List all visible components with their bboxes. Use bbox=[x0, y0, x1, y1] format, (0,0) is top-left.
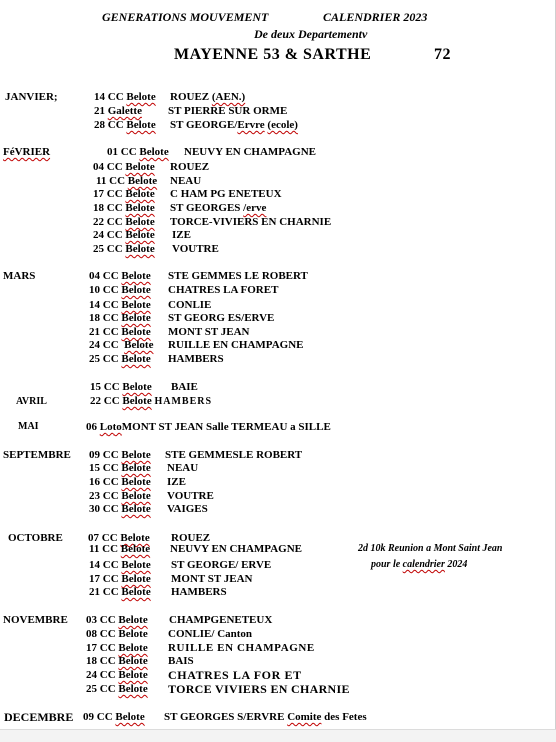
event-place: NEUVY EN CHAMPAGNE bbox=[184, 146, 316, 158]
event-row: 11 CC Belote bbox=[96, 175, 158, 187]
event-row: 25 CC Belote bbox=[89, 353, 151, 365]
page-bottom-strip bbox=[0, 729, 556, 742]
event-row: 06 LotoMONT ST JEAN Salle TERMEAU a SILLE bbox=[86, 421, 331, 433]
event-place: VAIGES bbox=[167, 503, 208, 515]
month-mars: MARS bbox=[3, 270, 36, 282]
event-row: 18 CC Belote bbox=[86, 655, 148, 667]
event-row: 22 CC Belote HAMBERS bbox=[90, 395, 213, 407]
event-place: CHAMPGENETEUX bbox=[169, 614, 273, 626]
event-place: ROUEZ bbox=[171, 532, 211, 544]
event-row: 15 CC Belote bbox=[89, 462, 151, 474]
event-place: CONLIE/ Canton bbox=[168, 628, 253, 640]
event-row: 14 CC Belote bbox=[89, 299, 151, 311]
event-row: 15 CC Belote bbox=[90, 381, 152, 393]
event-place: RUILLE EN CHAMPAGNE bbox=[168, 642, 315, 654]
region-number: 72 bbox=[434, 46, 451, 63]
event-row: 17 CC Belote bbox=[93, 188, 155, 200]
event-place: VOUTRE bbox=[167, 490, 214, 502]
month-octobre: OCTOBRE bbox=[8, 532, 63, 544]
event-place: ROUEZ (AEN.) bbox=[170, 91, 246, 103]
event-row: 28 CC Belote bbox=[94, 119, 156, 131]
event-place: NEAU bbox=[170, 175, 202, 187]
event-row: 21 CC Belote bbox=[89, 326, 151, 338]
month-avril: AVRIL bbox=[16, 396, 47, 407]
event-place: VOUTRE bbox=[172, 243, 219, 255]
event-place: STE GEMMES LE ROBERT bbox=[168, 270, 308, 282]
event-place: RUILLE EN CHAMPAGNE bbox=[168, 339, 304, 351]
event-place: HAMBERS bbox=[168, 353, 224, 365]
event-row: 24 CC Belote bbox=[89, 339, 154, 351]
event-place: NEUVY EN CHAMPAGNE bbox=[170, 543, 302, 555]
event-place: TORCE VIVIERS EN CHARNIE bbox=[168, 682, 350, 696]
event-row: 07 CC Belote bbox=[88, 532, 150, 544]
event-place: HAMBERS bbox=[171, 586, 227, 598]
event-row: 22 CC Belote bbox=[93, 216, 155, 228]
event-place: CONLIE bbox=[168, 299, 212, 311]
subtitle: De deux Departementv bbox=[254, 27, 368, 41]
calendar-title: CALENDRIER 2023 bbox=[323, 10, 428, 24]
event-row: 03 CC Belote bbox=[86, 614, 148, 626]
event-row: 18 CC Belote bbox=[93, 202, 155, 214]
event-row: 09 CC Belote bbox=[83, 711, 145, 723]
event-place: ST GEORG ES/ERVE bbox=[168, 312, 275, 324]
event-place: MONT ST JEAN bbox=[168, 326, 250, 338]
month-fevrier: FéVRIER bbox=[3, 146, 51, 158]
side-note-line1: 2d 10k Reunion a Mont Saint Jean bbox=[358, 543, 503, 554]
event-place: ST GEORGE/Ervre (ecole) bbox=[170, 119, 298, 131]
month-septembre: SEPTEMBRE bbox=[3, 449, 71, 461]
event-place: STE GEMMESLE ROBERT bbox=[165, 449, 303, 461]
event-row: 08 CC Belote bbox=[86, 628, 148, 640]
org-name: GENERATIONS MOUVEMENT bbox=[102, 10, 269, 24]
event-place: IZE bbox=[167, 476, 186, 488]
month-janvier: JANVIER; bbox=[5, 91, 58, 103]
event-place: MONT ST JEAN bbox=[171, 573, 253, 585]
month-novembre: NOVEMBRE bbox=[3, 614, 68, 626]
side-note-line2: pour le calendrier 2024 bbox=[371, 559, 468, 570]
event-place: TORCE-VIVIERS EN CHARNIE bbox=[170, 216, 332, 228]
event-row: 21 Galette bbox=[94, 105, 142, 117]
event-place: ST PIERRE SUR ORME bbox=[168, 105, 288, 117]
month-mai: MAI bbox=[18, 421, 39, 432]
event-row: 21 CC Belote bbox=[89, 586, 151, 598]
event-place: CHATRES LA FORET bbox=[168, 284, 279, 296]
event-row: 10 CC Belote bbox=[89, 284, 151, 296]
event-row: 17 CC Belote bbox=[89, 573, 151, 585]
event-row: 04 CC Belote bbox=[89, 270, 151, 282]
event-row: 01 CC Belote bbox=[107, 146, 169, 158]
event-row: 17 CC Belote bbox=[86, 642, 148, 654]
event-row: 18 CC Belote bbox=[89, 312, 151, 324]
event-place: NEAU bbox=[167, 462, 199, 474]
event-row: 11 CC Belote bbox=[89, 543, 151, 555]
event-place: BAIS bbox=[168, 655, 194, 667]
event-row: 24 CC Belote bbox=[86, 669, 148, 681]
region-title: MAYENNE 53 & SARTHE bbox=[174, 46, 372, 63]
event-place: ST GEORGE/ ERVE bbox=[171, 559, 272, 571]
event-place: IZE bbox=[172, 229, 191, 241]
event-row: 14 CC Belote bbox=[89, 559, 151, 571]
event-row: 14 CC Belote bbox=[94, 91, 156, 103]
event-row: 23 CC Belote bbox=[89, 490, 151, 502]
event-place: BAIE bbox=[171, 381, 198, 393]
event-row: 09 CC Belote bbox=[89, 449, 151, 461]
event-row: 30 CC Belote bbox=[89, 503, 151, 515]
event-place: ST GEORGES /erve bbox=[170, 202, 267, 214]
event-row: 25 CC Belote bbox=[86, 683, 148, 695]
month-decembre: DECEMBRE bbox=[4, 710, 74, 724]
event-row: 04 CC Belote bbox=[93, 161, 155, 173]
event-place: ST GEORGES S/ERVRE Comite des Fetes bbox=[164, 711, 367, 723]
event-row: 25 CC Belote bbox=[93, 243, 155, 255]
event-place: CHATRES LA FOR ET bbox=[168, 668, 302, 682]
event-place: C HAM PG ENETEUX bbox=[170, 188, 282, 200]
event-row: 24 CC Belote bbox=[93, 229, 155, 241]
event-place: ROUEZ bbox=[170, 161, 210, 173]
event-row: 16 CC Belote bbox=[89, 476, 151, 488]
